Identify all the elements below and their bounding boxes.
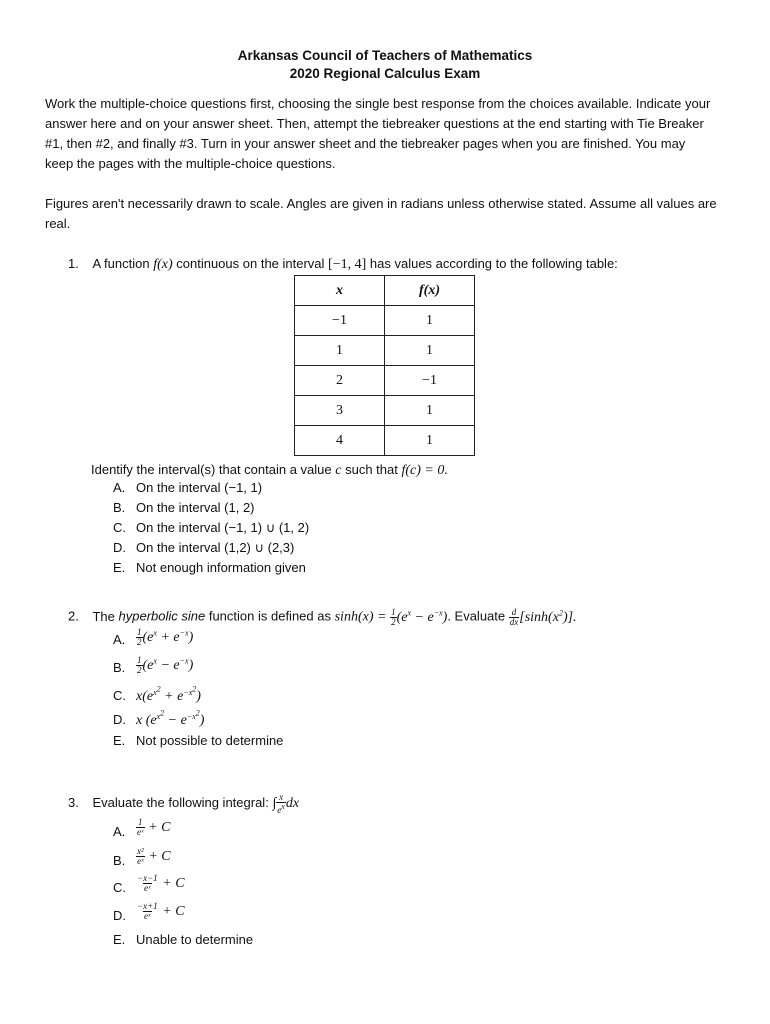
- q3-options: [0, 818, 770, 958]
- option-text: Unable to determine: [136, 932, 254, 947]
- values-table: [294, 275, 475, 456]
- table-row: [295, 366, 475, 396]
- option-letter: E.: [113, 932, 126, 947]
- table-row: [295, 426, 475, 456]
- question-number: 2.: [68, 608, 79, 624]
- exam-org-title: Arkansas Council of Teachers of Mathematics: [237, 48, 533, 63]
- instructions-paragraph: Work the multiple-choice questions first, choosing the single best response from the choices available. Indicate your answer here and on your answer sheet. Then, attempt the tiebreaker questions at the end starting with Tie Breaker #1, then #2, and finally #3. Turn in your answer sheet and the tiebreaker pages when you are finished. You may keep the pages with the multiple-choice questions.: [45, 96, 711, 171]
- table-header-row: [295, 276, 475, 306]
- fraction-one-half: $\frac{1}{2}$: [391, 606, 396, 627]
- q1-equation: f(c) = 0.: [401, 463, 448, 478]
- option-letter: B.: [113, 500, 126, 515]
- q1-text: continuous on the interval: [176, 256, 325, 271]
- option-text: On the interval (1, 2): [136, 500, 255, 515]
- table-cell: 1: [385, 396, 475, 426]
- option-c-expression: $\frac{-x-1}{\text{eˣ}}$ + C: [137, 873, 185, 893]
- table-cell: −1: [385, 366, 475, 396]
- table-cell: 1: [385, 336, 475, 366]
- q1-text: has values according to the following table:: [369, 256, 618, 271]
- question-1: [68, 254, 618, 275]
- option-d-expression: $\frac{-x+1}{\text{eˣ}}$ + C: [137, 901, 185, 921]
- q2-text: The: [92, 608, 115, 624]
- option-letter: A.: [113, 824, 126, 839]
- question-3: [68, 793, 299, 815]
- q1-interval: [−1, 4]: [328, 257, 367, 272]
- option-b-expression: $\frac{\text{x²}}{\text{eˣ}}$ + C: [137, 846, 171, 866]
- table-cell: 4: [295, 426, 385, 456]
- option-letter: C.: [113, 520, 126, 535]
- option-text: On the interval (−1, 1): [136, 480, 263, 495]
- q2-hyperbolic-sine: hyperbolic sine: [118, 608, 206, 624]
- q1-text: A function: [92, 256, 150, 271]
- derivative-operator: $\frac{d}{dx}$: [509, 606, 519, 627]
- option-text: On the interval (1,2) ∪ (2,3): [136, 540, 295, 555]
- option-d-expression: x $(e^{x^2} - e^{-x^2})$: [136, 708, 205, 729]
- option-b-expression: $\frac{1}{2}$ $(e^x - e^{-x})$: [137, 655, 194, 675]
- q2-options: [0, 628, 770, 758]
- option-letter: B.: [113, 660, 126, 675]
- table-header-cell: x: [295, 276, 385, 306]
- table-header-cell: f(x): [385, 276, 475, 306]
- table-cell: 3: [295, 396, 385, 426]
- option-letter: E.: [113, 733, 126, 748]
- exam-title: 2020 Regional Calculus Exam: [289, 66, 481, 81]
- option-letter: D.: [113, 908, 126, 923]
- option-letter: C.: [113, 688, 126, 703]
- q3-text: Evaluate the following integral:: [92, 795, 269, 811]
- q1-prompt-text: such that: [345, 462, 398, 477]
- table-cell: −1: [295, 306, 385, 336]
- option-text: Not enough information given: [136, 560, 306, 575]
- table-row: [295, 336, 475, 366]
- q1-options: [0, 480, 770, 580]
- table-cell: 1: [385, 426, 475, 456]
- option-letter: A.: [113, 632, 126, 647]
- q2-expression: $[\sinh(x^2)]$.: [519, 608, 577, 625]
- option-letter: A.: [113, 480, 126, 495]
- option-text: Not possible to determine: [136, 733, 284, 748]
- option-letter: C.: [113, 880, 126, 895]
- q1-function: f(x): [153, 257, 173, 272]
- option-a-expression: $\frac{1}{\text{eˣ}}$ + C: [137, 817, 171, 837]
- option-letter: B.: [113, 853, 126, 868]
- q2-definition-rhs: $(e^x - e^{-x})$: [396, 608, 448, 625]
- option-letter: D.: [113, 712, 126, 727]
- option-c-expression: $x(e^{x^2} + e^{-x^2})$: [136, 684, 201, 705]
- q2-definition-lhs: sinh(x) =: [334, 609, 387, 625]
- integral-expression: ∫ $\frac{x}{e^x}$ dx: [272, 792, 300, 815]
- question-2: [68, 603, 577, 628]
- option-letter: D.: [113, 540, 126, 555]
- question-number: 3.: [68, 795, 79, 811]
- q2-text: function is defined as: [208, 608, 331, 624]
- q1-variable-c: c: [335, 463, 342, 478]
- q1-prompt-text: Identify the interval(s) that contain a value: [91, 462, 332, 477]
- table-cell: 1: [295, 336, 385, 366]
- option-text: On the interval (−1, 1) ∪ (1, 2): [136, 520, 310, 535]
- table-cell: 1: [385, 306, 475, 336]
- option-a-expression: $\frac{1}{2}$ $(e^x + e^{-x})$: [137, 627, 194, 647]
- q2-text: . Evaluate: [447, 608, 506, 624]
- table-row: [295, 396, 475, 426]
- table-cell: 2: [295, 366, 385, 396]
- table-row: [295, 306, 475, 336]
- question-number: 1.: [68, 256, 79, 271]
- figures-note-paragraph: Figures aren't necessarily drawn to scale. Angles are given in radians unless otherwise stated. Assume all values are real.: [45, 196, 717, 231]
- option-letter: E.: [113, 560, 126, 575]
- q1-prompt: [91, 460, 448, 481]
